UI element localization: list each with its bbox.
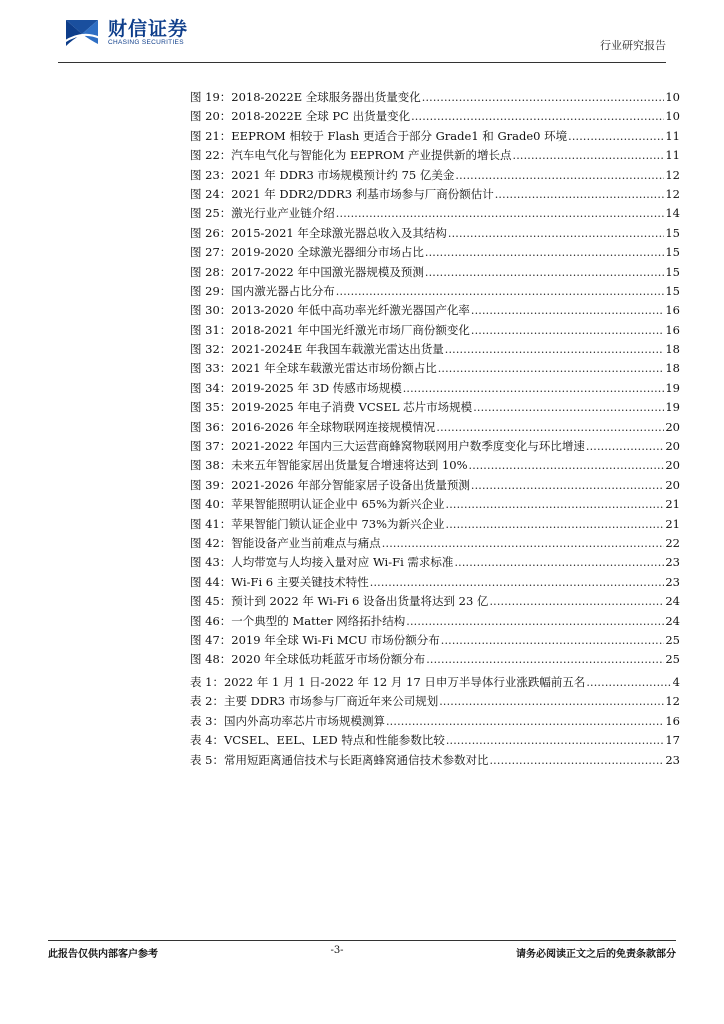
table-entry-title: 表 5：常用短距离通信技术与长距离蜂窝通信技术参数对比 bbox=[190, 752, 489, 767]
figure-entry-page: 20 bbox=[665, 458, 680, 473]
dot-leader bbox=[454, 556, 664, 569]
dot-leader bbox=[469, 459, 665, 472]
dot-leader bbox=[445, 343, 665, 356]
figure-entry-title: 图 26：2015-2021 年全球激光器总收入及其结构 bbox=[190, 225, 447, 240]
figure-entry-title: 图 41：苹果智能门锁认证企业中 73%为新兴企业 bbox=[190, 516, 445, 531]
logo-chinese-name: 财信证券 bbox=[108, 18, 189, 40]
figure-entry[interactable] bbox=[190, 651, 680, 670]
dot-leader bbox=[336, 285, 665, 298]
table-entry-title: 表 1：2022 年 1 月 1 日-2022 年 12 月 17 日申万半导体行业涨跌幅前五名 bbox=[190, 675, 586, 689]
figure-entry[interactable] bbox=[190, 244, 680, 263]
figure-entry-page: 12 bbox=[665, 167, 680, 182]
figure-entry-page: 11 bbox=[665, 128, 680, 143]
dot-leader bbox=[446, 734, 665, 747]
figure-entry-page: 15 bbox=[665, 264, 680, 279]
footer-divider bbox=[48, 940, 676, 941]
dot-leader bbox=[336, 207, 665, 220]
figure-entry[interactable] bbox=[190, 108, 680, 127]
figure-entry-page: 23 bbox=[665, 574, 680, 589]
header-divider bbox=[58, 62, 666, 63]
figure-entry-title: 图 30：2013-2020 年低中高功率光纤激光器国产化率 bbox=[190, 303, 470, 318]
dot-leader bbox=[489, 595, 664, 608]
figure-entry-title: 图 25：激光行业产业链介绍 bbox=[190, 206, 335, 221]
page-footer bbox=[48, 945, 676, 960]
table-entry[interactable] bbox=[190, 674, 680, 693]
figure-entry-title: 图 20：2018-2022E 全球 PC 出货量变化 bbox=[190, 109, 411, 124]
figure-entry-title: 图 21：EEPROM 相较于 Flash 更适合于部分 Grade1 和 Grade0 环境 bbox=[190, 128, 568, 143]
figure-entry-title: 图 24：2021 年 DDR2/DDR3 利基市场参与厂商份额估计 bbox=[190, 186, 494, 201]
dot-leader bbox=[370, 576, 665, 589]
figure-entry[interactable] bbox=[190, 128, 680, 147]
figure-entry-title: 图 23：2021 年 DDR3 市场规模预计约 75 亿美金 bbox=[190, 167, 455, 182]
figure-entry-title: 图 29：国内激光器占比分布 bbox=[190, 283, 335, 298]
figure-entry-title: 图 33：2021 年全球车载激光雷达市场份额占比 bbox=[190, 361, 437, 376]
table-entry-page: 16 bbox=[665, 713, 680, 728]
figure-entry-page: 15 bbox=[665, 245, 680, 260]
table-entry[interactable] bbox=[190, 693, 680, 712]
dot-leader bbox=[438, 362, 665, 375]
figure-entry[interactable] bbox=[190, 457, 680, 476]
figure-entry[interactable] bbox=[190, 593, 680, 612]
figure-entry[interactable] bbox=[190, 477, 680, 496]
figure-entry-page: 15 bbox=[665, 283, 680, 298]
figure-entry-page: 11 bbox=[665, 148, 680, 163]
figure-entry-page: 24 bbox=[665, 594, 680, 609]
table-entry-page: 12 bbox=[665, 694, 680, 709]
figure-entry-page: 21 bbox=[665, 516, 680, 531]
figure-entry-title: 图 19：2018-2022E 全球服务器出货量变化 bbox=[190, 90, 421, 104]
dot-leader bbox=[386, 715, 664, 728]
page-header bbox=[0, 0, 724, 72]
dot-leader bbox=[448, 227, 664, 240]
figure-entry-title: 图 22：汽车电气化与智能化为 EEPROM 产业提供新的增长点 bbox=[190, 148, 512, 163]
table-entry[interactable] bbox=[190, 732, 680, 751]
table-entry-title: 表 2：主要 DDR3 市场参与厂商近年来公司规划 bbox=[190, 694, 439, 709]
figure-entry-page: 20 bbox=[665, 439, 680, 454]
figure-entry[interactable] bbox=[190, 360, 680, 379]
figure-entry-title: 图 47：2019 年全球 Wi-Fi MCU 市场份额分布 bbox=[190, 632, 440, 647]
figure-entry-page: 23 bbox=[665, 555, 680, 570]
figure-entry-page: 20 bbox=[665, 419, 680, 434]
dot-leader bbox=[471, 479, 664, 492]
logo-mark-icon bbox=[62, 18, 102, 48]
figure-entry-page: 25 bbox=[665, 632, 680, 647]
figure-entry-title: 图 40：苹果智能照明认证企业中 65%为新兴企业 bbox=[190, 497, 445, 512]
table-entry-page: 23 bbox=[665, 752, 680, 767]
figure-entry[interactable] bbox=[190, 205, 680, 224]
figure-entry-page: 14 bbox=[665, 206, 680, 221]
table-index bbox=[190, 674, 680, 771]
figure-entry[interactable] bbox=[190, 554, 680, 573]
figure-entry-title: 图 36：2016-2026 年全球物联网连接规模情况 bbox=[190, 419, 436, 434]
figure-entry-title: 图 32：2021-2024E 年我国车载激光雷达出货量 bbox=[190, 342, 444, 357]
dot-leader bbox=[473, 401, 664, 414]
dot-leader bbox=[406, 615, 664, 628]
table-entry[interactable] bbox=[190, 713, 680, 732]
figure-entry[interactable] bbox=[190, 399, 680, 418]
figure-entry-page: 19 bbox=[665, 400, 680, 415]
figure-entry[interactable] bbox=[190, 496, 680, 515]
figure-entry[interactable] bbox=[190, 264, 680, 283]
figure-entry[interactable] bbox=[190, 283, 680, 302]
dot-leader bbox=[471, 324, 664, 337]
dot-leader bbox=[425, 246, 664, 259]
figure-entry-title: 图 38：未来五年智能家居出货量复合增速将达到 10% bbox=[190, 458, 468, 473]
dot-leader bbox=[586, 676, 671, 689]
figure-entry-page: 10 bbox=[665, 109, 680, 124]
dot-leader bbox=[471, 304, 664, 317]
dot-leader bbox=[382, 537, 665, 550]
figure-entry-page: 25 bbox=[665, 652, 680, 667]
dot-leader bbox=[439, 695, 664, 708]
figure-entry[interactable] bbox=[190, 167, 680, 186]
figure-entry[interactable] bbox=[190, 147, 680, 166]
figure-entry[interactable] bbox=[190, 613, 680, 632]
dot-leader bbox=[568, 130, 664, 143]
footer-disclaimer-left: 此报告仅供内部客户参考 bbox=[48, 949, 158, 960]
table-entry[interactable] bbox=[190, 752, 680, 771]
figure-entry-page: 10 bbox=[665, 90, 680, 104]
dot-leader bbox=[489, 754, 664, 767]
table-entry-title: 表 4：VCSEL、EEL、LED 特点和性能参数比较 bbox=[190, 733, 445, 748]
page-number: -3- bbox=[330, 945, 344, 956]
figure-entry-title: 图 34：2019-2025 年 3D 传感市场规模 bbox=[190, 380, 402, 395]
figure-entry-page: 18 bbox=[665, 342, 680, 357]
figure-entry-page: 19 bbox=[665, 380, 680, 395]
dot-leader bbox=[403, 382, 665, 395]
figure-entry-title: 图 42：智能设备产业当前难点与痛点 bbox=[190, 535, 381, 550]
figure-entry-page: 12 bbox=[665, 186, 680, 201]
dot-leader bbox=[455, 169, 664, 182]
figure-entry-title: 图 35：2019-2025 年电子消费 VCSEL 芯片市场规模 bbox=[190, 400, 473, 415]
figure-entry[interactable] bbox=[190, 535, 680, 554]
logo-english-name: CHASING SECURITIES bbox=[108, 39, 184, 46]
figure-entry-title: 图 31：2018-2021 年中国光纤激光市场厂商份额变化 bbox=[190, 322, 470, 337]
figure-entry[interactable] bbox=[190, 225, 680, 244]
dot-leader bbox=[422, 91, 665, 104]
figure-entry-page: 18 bbox=[665, 361, 680, 376]
figure-entry-title: 图 27：2019-2020 全球激光器细分市场占比 bbox=[190, 245, 424, 260]
figure-entry[interactable] bbox=[190, 89, 680, 108]
figure-entry-page: 16 bbox=[665, 303, 680, 318]
dot-leader bbox=[411, 110, 664, 123]
figure-entry-page: 20 bbox=[665, 477, 680, 492]
figure-entry-title: 图 37：2021-2022 年国内三大运营商蜂窝物联网用户数季度变化与环比增速 bbox=[190, 439, 585, 454]
figure-entry[interactable] bbox=[190, 380, 680, 399]
figure-entry[interactable] bbox=[190, 302, 680, 321]
figure-entry-title: 图 45：预计到 2022 年 Wi-Fi 6 设备出货量将达到 23 亿 bbox=[190, 594, 489, 609]
dot-leader bbox=[426, 653, 664, 666]
footer-disclaimer-right: 请务必阅读正文之后的免责条款部分 bbox=[516, 949, 676, 960]
figure-entry-title: 图 44：Wi-Fi 6 主要关键技术特性 bbox=[190, 574, 369, 589]
figure-entry[interactable] bbox=[190, 438, 680, 457]
dot-leader bbox=[513, 149, 665, 162]
figure-entry-title: 图 46：一个典型的 Matter 网络拓扑结构 bbox=[190, 613, 406, 628]
figure-entry[interactable] bbox=[190, 341, 680, 360]
dot-leader bbox=[436, 421, 664, 434]
figure-entry-page: 22 bbox=[665, 535, 680, 550]
company-logo bbox=[62, 18, 188, 48]
figure-index bbox=[190, 89, 680, 671]
dot-leader bbox=[446, 498, 665, 511]
dot-leader bbox=[446, 518, 665, 531]
figure-entry-title: 图 28：2017-2022 年中国激光器规模及预测 bbox=[190, 264, 424, 279]
figure-entry-page: 21 bbox=[665, 497, 680, 512]
figure-entry-page: 24 bbox=[665, 613, 680, 628]
dot-leader bbox=[425, 266, 664, 279]
figure-entry-page: 16 bbox=[665, 322, 680, 337]
table-entry-page: 4 bbox=[672, 675, 680, 689]
table-entry-page: 17 bbox=[665, 733, 680, 748]
figure-entry[interactable] bbox=[190, 419, 680, 438]
table-entry-title: 表 3：国内外高功率芯片市场规模测算 bbox=[190, 713, 385, 728]
dot-leader bbox=[586, 440, 664, 453]
figure-entry-page: 15 bbox=[665, 225, 680, 240]
dot-leader bbox=[495, 188, 665, 201]
figure-entry[interactable] bbox=[190, 574, 680, 593]
dot-leader bbox=[441, 634, 665, 647]
figure-entry-title: 图 39：2021-2026 年部分智能家居子设备出货量预测 bbox=[190, 477, 470, 492]
figure-entry[interactable] bbox=[190, 322, 680, 341]
document-type: 行业研究报告 bbox=[600, 39, 666, 52]
figure-entry[interactable] bbox=[190, 186, 680, 205]
figure-entry[interactable] bbox=[190, 632, 680, 651]
figure-entry-title: 图 48：2020 年全球低功耗蓝牙市场份额分布 bbox=[190, 652, 426, 667]
figure-entry[interactable] bbox=[190, 516, 680, 535]
figure-entry-title: 图 43：人均带宽与人均接入量对应 Wi-Fi 需求标准 bbox=[190, 555, 454, 570]
